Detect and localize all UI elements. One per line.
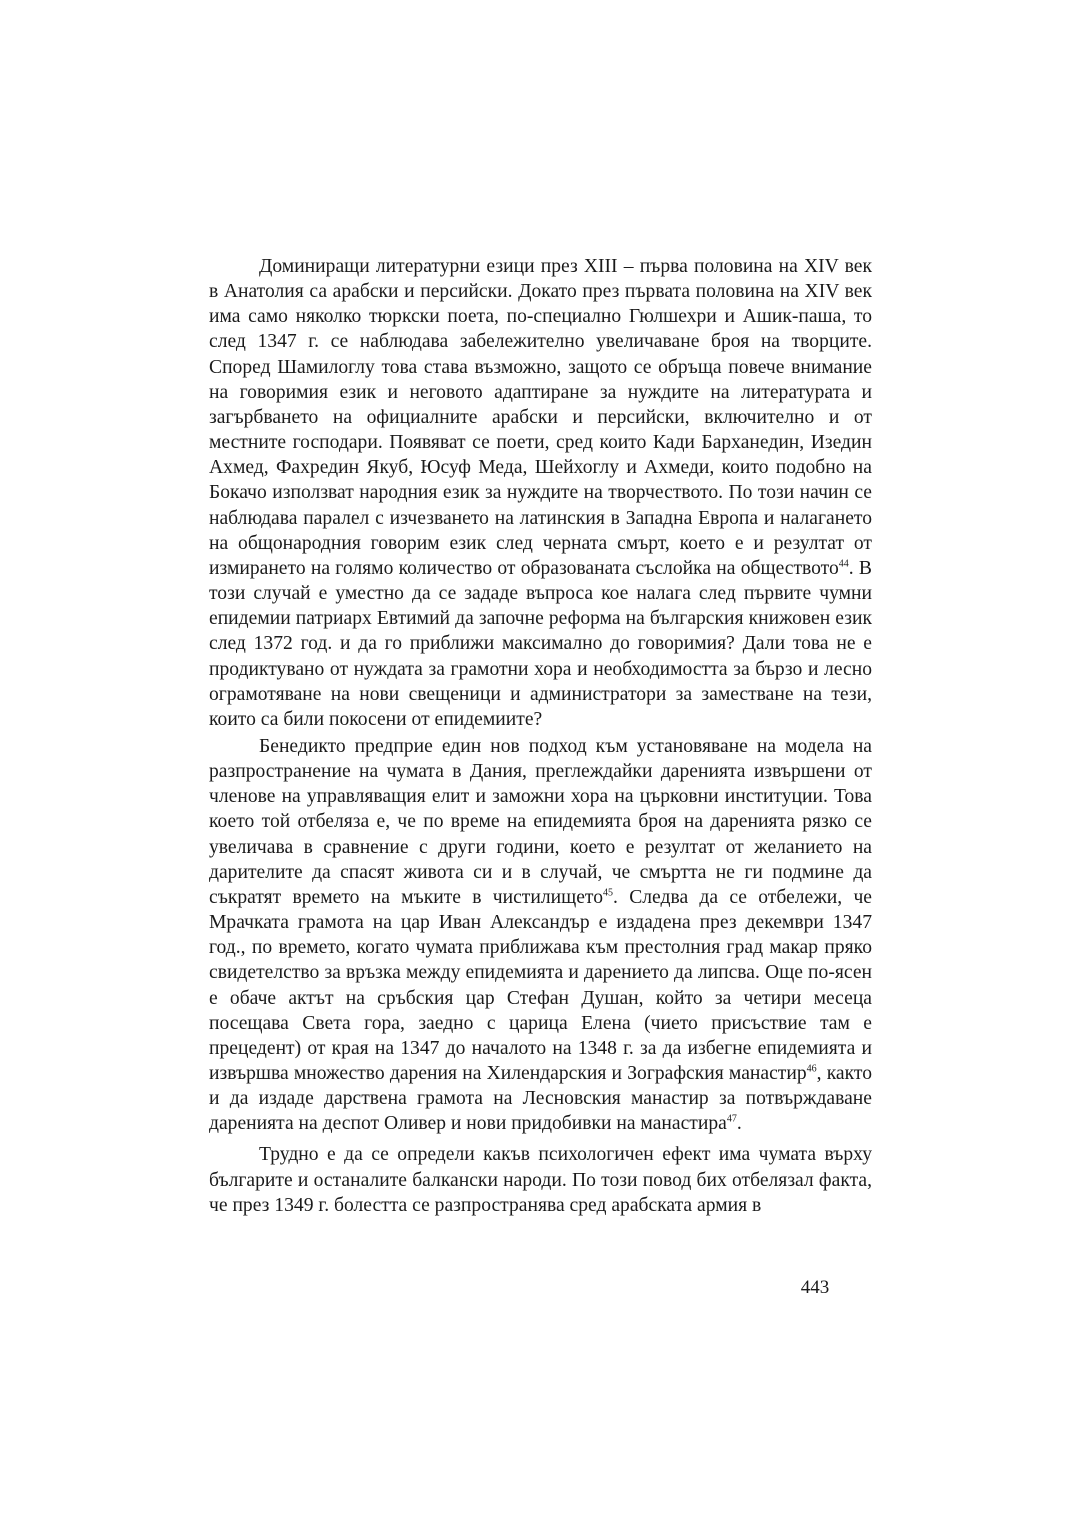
paragraph-1	[209, 254, 872, 732]
paragraph-2	[209, 734, 872, 1137]
footnote-ref-44[interactable]: 44	[838, 558, 849, 570]
paragraph-text: . Следва да се отбележи, че Мрачката грамота на цар Иван Александър е издадена през декември 1347 год., по времето, когато чумата приближава към престолния град макар пряко свидетелство за връзка между епидемията и дарението да липсва. Още по-ясен е обаче актът на сръбския цар Стефан Душан, който за четири месеца посещава Света гора, заедно с царица Елена (чието присъствие там е прецедент) от края на 1347 до началото на 1348 г. за да избегне епидемията и извършва множество дарения на Хилендарския и Зографския манастир	[209, 886, 872, 1084]
footnote-ref-47[interactable]: 47	[726, 1113, 737, 1125]
page-number: 443	[800, 1277, 830, 1298]
footnote-ref-45[interactable]: 45	[603, 887, 614, 899]
paragraph-text: .	[736, 1113, 742, 1135]
body-text	[209, 254, 872, 1218]
paragraph-text: Трудно е да се определи какъв психологичен ефект има чумата върху българите и останалите балкански народи. По този повод бих отбелязал факта, че през 1349 г. болестта се разпространява сред арабската армия в	[209, 1144, 872, 1216]
paragraph-3	[209, 1142, 872, 1217]
footnote-ref-46[interactable]: 46	[806, 1063, 817, 1075]
paragraph-text: , както и да издаде дарствена грамота на Лесновския манастир за потвърждаване даренията на деспот Оливер и нови придобивки на манастира	[209, 1063, 872, 1135]
paragraph-text: Бенедикто предприе един нов подход към установяване на модела на разпространение на чумата в Дания, преглеждайки даренията извършени от членове на управляващия елит и заможни хора на църковни институции. Това което той отбеляза е, че по време на епидемията броя на даренията рязко се увеличава в сравнение с други години, което е резултат от желанието на дарителите да спасят живота си и в случай, че смъртта не ги подмине да съкратят времето на мъките в чистилището	[209, 735, 872, 908]
paragraph-text: Доминиращи литературни езици през XIII – първа половина на XIV век в Анатолия са арабски и персийски. Докато през първата половина на XIV век има само няколко тюркски поета, по-специално Гюлшехри и Ашик-паша, то след 1347 г. се наблюдава забележително увеличаване броя на творците. Според Шамилоглу това става възможно, защото се обръща повече внимание на говоримия език и неговото адаптиране за нуждите на литературата и загърбването на официалните арабски и персийски, включително и от местните господари. Появяват се поети, сред които Кади Барханедин, Изедин Ахмед, Фахредин Якуб, Юсуф Меда, Шейхоглу и Ахмеди, които подобно на Бокачо използват народния език за нуждите на творчеството. По този начин се наблюдава паралел с изчезването на латинския в Западна Европа и налагането на общонародния говорим език след черната смърт, което е и резултат от измирането на голямо количество от образованата съслойка на обществото	[209, 256, 872, 579]
paragraph-text: . В този случай е уместно да се зададе въпроса кое налага след първите чумни епидемии патриарх Евтимий да започне реформа на българския книжовен език след 1372 год. и да го приближи максимално до говоримия? Дали това не е продиктувано от нуждата за грамотни хора и необходимостта за бързо и лесно ограмотяване на нови свещеници и администратори за заместване на тези, които са били покосени от епидемиите?	[209, 557, 872, 730]
